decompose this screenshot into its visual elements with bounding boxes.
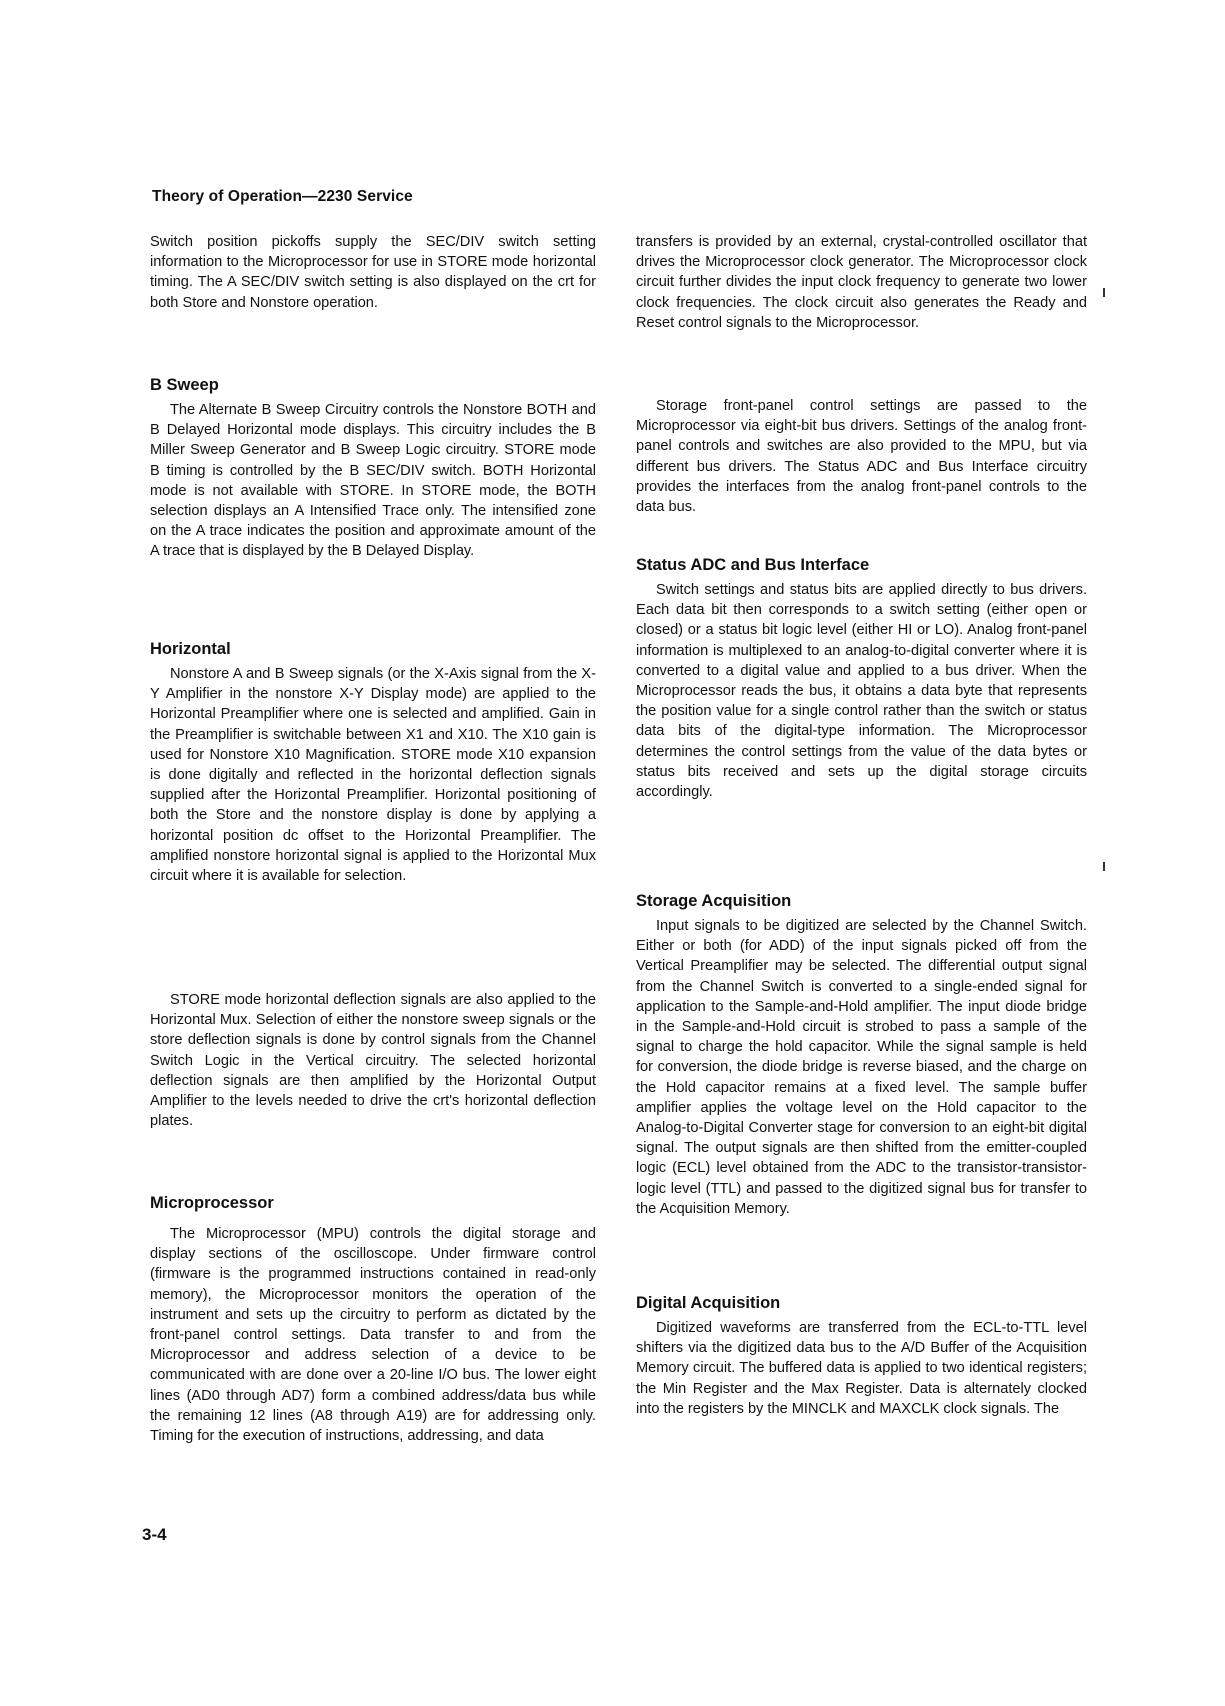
digital-acquisition-body: Digitized waveforms are transferred from the ECL-to-TTL level shifters via the digitized data bus to the A/D Buffer of the Acquisition Memory circuit. The buffered data is applied to two identical registers; the Min Register and the Max Register. Data is alternately clocked into the registers by the MINCLK and MAXCLK clock signals. The: [636, 1320, 1087, 1417]
horizontal-body-2: STORE mode horizontal deflection signals are also applied to the Horizontal Mux. Selection of either the nonstore sweep signals or the store deflection signals is done by control signals from the Channel Switch Logic in the Vertical circuitry. The selected horizontal deflection signals are then amplified by the Horizontal Output Amplifier to the levels needed to drive the crt's horizontal deflection plates.: [150, 992, 596, 1130]
status-adc-section: [636, 554, 1087, 802]
status-adc-heading: Status ADC and Bus Interface: [636, 556, 870, 574]
running-head: Theory of Operation—2230 Service: [152, 188, 413, 205]
page-number: 3-4: [142, 1525, 167, 1544]
storage-acquisition-heading: Storage Acquisition: [636, 892, 792, 910]
horizontal-heading: Horizontal: [150, 640, 231, 658]
b-sweep-section: [150, 374, 596, 562]
microprocessor-section: [150, 1192, 596, 1446]
storage-acquisition-body: Input signals to be digitized are selected by the Channel Switch. Either or both (for ADD) of the input signals picked off from the Vertical Preamplifier may be selected. The differential output signal from the Channel Switch is converted to a single-ended signal for application to the Sample-and-Hold amplifier. The input diode bridge in the Sample-and-Hold circuit is strobed to pass a sample of the signal to charge the hold capacitor. While the signal sample is held for conversion, the diode bridge is reverse biased, and the charge on the Hold capacitor remains at a fixed level. The sample buffer amplifier applies the voltage level on the Hold capacitor to the Analog-to-Digital Converter stage for conversion to an eight-bit digital signal. The output signals are then shifted from the emitter-coupled logic (ECL) level obtained from the ADC to the transistor-transistor-logic level (TTL) and passed to the digitized signal bus for transfer to the Acquisition Memory.: [636, 918, 1087, 1217]
horizontal-section: [150, 638, 596, 886]
horizontal-body-1: Nonstore A and B Sweep signals (or the X-Axis signal from the X-Y Amplifier in the nonstore X-Y Display mode) are applied to the Horizontal Preamplifier where one is selected and amplified. Gain in the Preamplifier is switchable between X1 and X10. The X10 gain is used for Nonstore X10 Magnification. STORE mode X10 expansion is done digitally and reflected in the horizontal deflection signals supplied after the Horizontal Preamplifier. Horizontal positioning of both the Store and the nonstore display is done by applying a horizontal position dc offset to the Horizontal Preamplifier. The amplified nonstore horizontal signal is applied to the Horizontal Mux circuit where it is available for selection.: [150, 666, 596, 885]
microprocessor-heading: Microprocessor: [150, 1194, 274, 1212]
status-adc-body: Switch settings and status bits are applied directly to bus drivers. Each data bit then corresponds to a switch setting (either open or closed) or a status bit logic level (either HI or LO). Analog front-panel information is multiplexed to an analog-to-digital converter where it is converted to a digital value and applied to a bus driver. When the Microprocessor reads the bus, it obtains a data byte that represents the position value for a single control rather than the switch or status data bits of the digital-type information. The Microprocessor determines the control settings from the value of the data bytes or status bits received and sets up the digital storage circuits accordingly.: [636, 582, 1087, 801]
storage-acquisition-section: [636, 890, 1087, 1219]
scan-mark: [1103, 862, 1105, 871]
storage-controls-paragraph: Storage front-panel control settings are passed to the Microprocessor via eight-bit bus drivers. Settings of the analog front-panel controls and switches are also provided to the MPU, but via different bus drivers. The Status ADC and Bus Interface circuitry provides the interfaces from the analog front-panel controls to the data bus.: [636, 398, 1087, 516]
digital-acquisition-heading: Digital Acquisition: [636, 1294, 781, 1312]
digital-acquisition-section: [636, 1292, 1087, 1419]
b-sweep-body: The Alternate B Sweep Circuitry controls the Nonstore BOTH and B Delayed Horizontal mode displays. This circuitry includes the B Miller Sweep Generator and B Sweep Logic circuitry. STORE mode B timing is controlled by the B SEC/DIV switch. BOTH Horizontal mode is not available with STORE. In STORE mode, the BOTH selection displays an A Intensified Trace only. The intensified zone on the A trace indicates the position and approximate amount of the A trace that is displayed by the B Delayed Display.: [150, 402, 596, 560]
clock-continuation-paragraph: transfers is provided by an external, crystal-controlled oscillator that drives the Microprocessor clock generator. The Microprocessor clock circuit further divides the input clock frequency to generate two lower clock frequencies. The clock circuit also generates the Ready and Reset control signals to the Microprocessor.: [636, 234, 1087, 331]
intro-paragraph: Switch position pickoffs supply the SEC/DIV switch setting information to the Microprocessor for use in STORE mode horizontal timing. The A SEC/DIV switch setting is also displayed on the crt for both Store and Nonstore operation.: [150, 234, 596, 311]
microprocessor-body: The Microprocessor (MPU) controls the digital storage and display sections of the oscilloscope. Under firmware control (firmware is the programmed instructions contained in read-only memory), the Microprocessor monitors the operation of the instrument and sets up the circuitry to perform as dictated by the front-panel control settings. Data transfer to and from the Microprocessor and address selection of a device to be communicated with are done over a 20-line I/O bus. The lower eight lines (AD0 through AD7) form a combined address/data bus while the remaining 12 lines (A8 through A19) are for addressing only. Timing for the execution of instructions, addressing, and data: [150, 1226, 596, 1445]
b-sweep-heading: B Sweep: [150, 376, 219, 394]
scan-mark: [1103, 288, 1105, 297]
